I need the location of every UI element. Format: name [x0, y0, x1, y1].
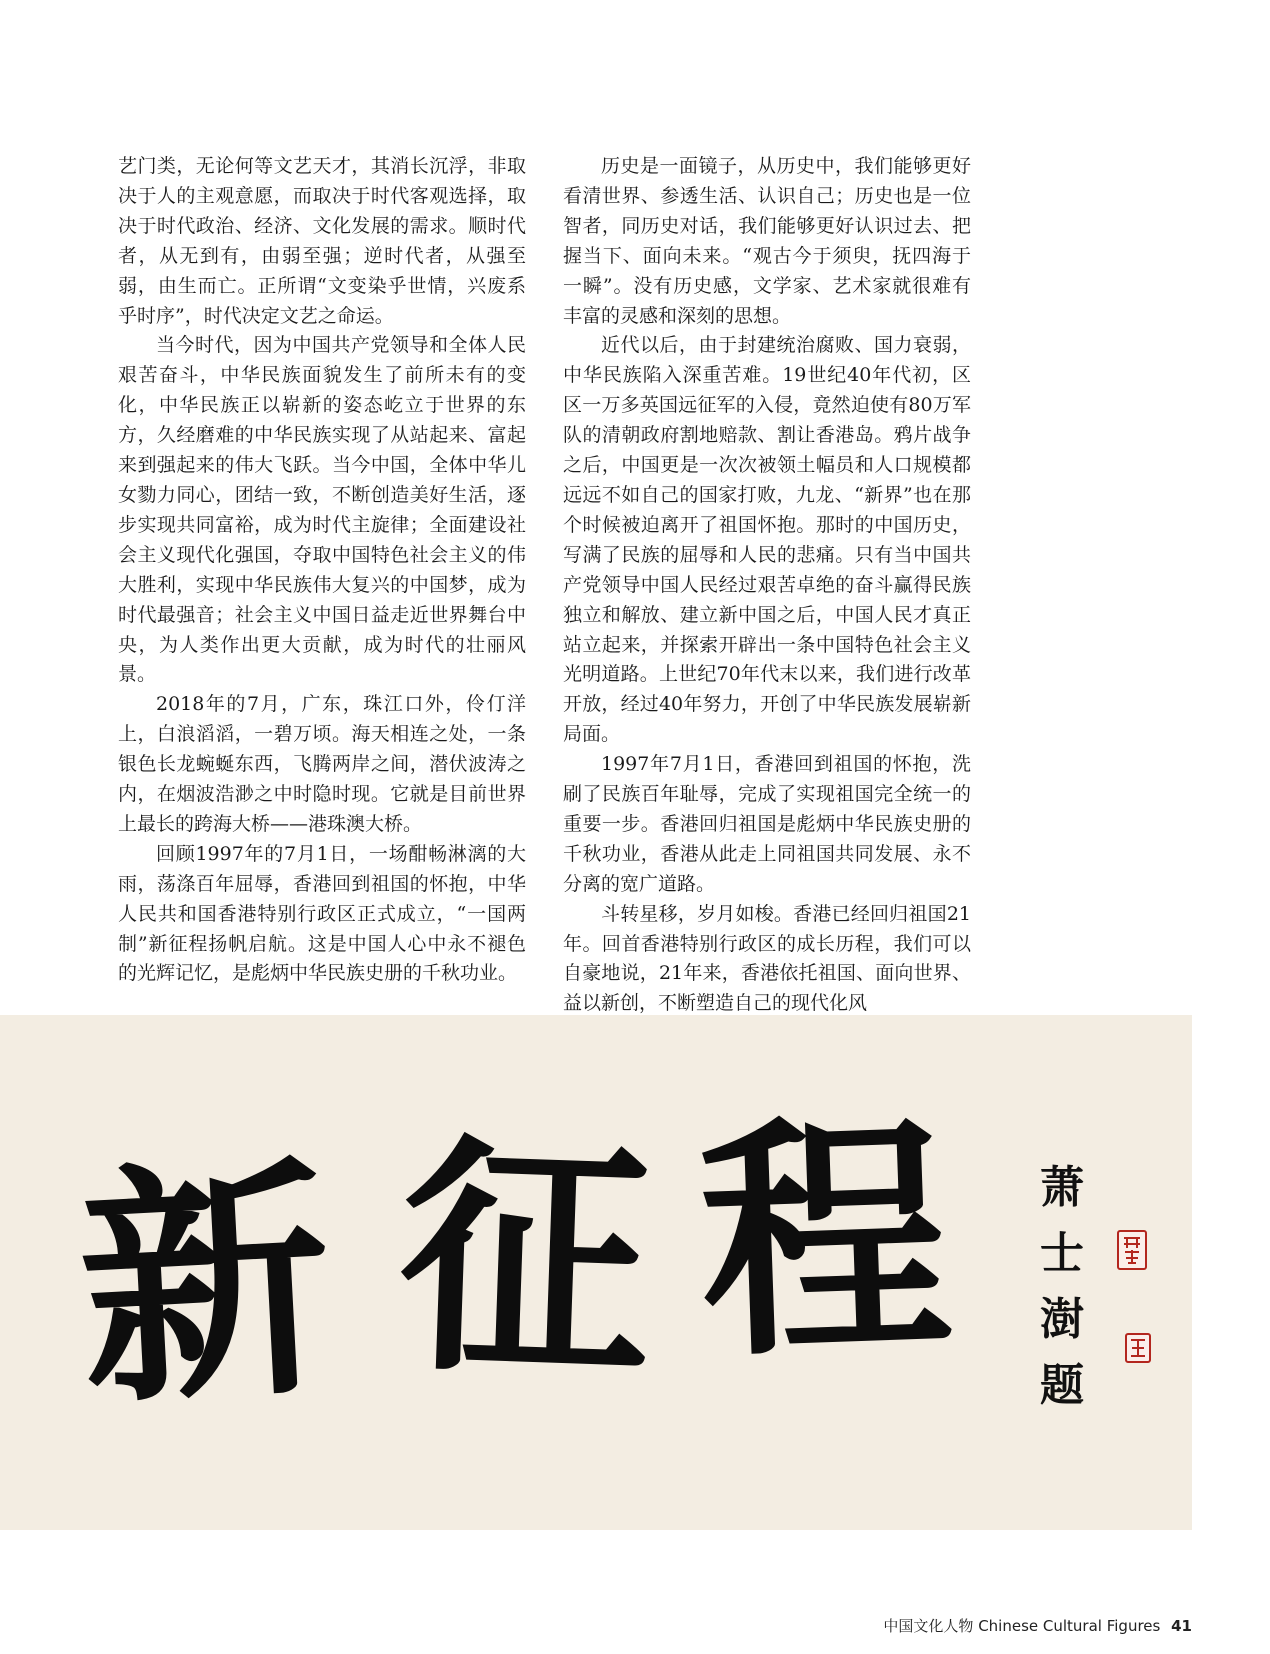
left-text-column — [118, 152, 526, 989]
page-number: 41 — [1171, 1617, 1192, 1635]
signature-char: 萧 — [1040, 1162, 1084, 1213]
red-seal-icon — [1125, 1333, 1151, 1363]
right-text-column — [563, 152, 971, 1019]
paragraph: 近代以后，由于封建统治腐败、国力衰弱，中华民族陷入深重苦难。19世纪40年代初，区区一万多英国远征军的入侵，竟然迫使有80万军队的清朝政府割地赔款、割让香港岛。鸦片战争之后，中国更是一次次被领土幅员和人口规模都远远不如自己的国家打败，九龙、“新界”也在那个时候被迫离开了祖国怀抱。那时的中国历史，写满了民族的屈辱和人民的悲痛。只有当中国共产党领导中国人民经过艰苦卓绝的奋斗赢得民族独立和解放、建立新中国之后，中国人民才真正站立起来，并探索开辟出一条中国特色社会主义光明道路。上世纪70年代末以来，我们进行改革开放，经过40年努力，开创了中华民族发展崭新局面。 — [563, 334, 971, 746]
paragraph: 艺门类，无论何等文艺天才，其消长沉浮，非取决于人的主观意愿，而取决于时代客观选择，取决于时代政治、经济、文化发展的需求。顺时代者，从无到有，由弱至强；逆时代者，从强至弱，由生而亡。正所谓“文变染乎世情，兴废系乎时序”，时代决定文艺之命运。 — [118, 155, 526, 327]
paragraph: 斗转星移，岁月如梭。香港已经回归祖国21年。回首香港特别行政区的成长历程，我们可以自豪地说，21年来，香港依托祖国、面向世界、益以新创，不断塑造自己的现代化风 — [563, 902, 971, 1015]
calligraphy-title — [72, 1088, 980, 1440]
calligraphy-char: 征 — [394, 1108, 656, 1412]
calligraphy-char: 程 — [694, 1088, 956, 1392]
red-seal-icon — [1117, 1230, 1147, 1270]
magazine-name-cn: 中国文化人物 — [883, 1617, 974, 1635]
paragraph: 回顾1997年的7月1日，一场酣畅淋漓的大雨，荡涤百年屈辱，香港回到祖国的怀抱，中华人民共和国香港特别行政区正式成立，“一国两制”新征程扬帆启航。这是中国人心中永不褪色的光辉记忆，是彪炳中华民族史册的千秋功业。 — [118, 842, 526, 985]
calligraphy-char: 新 — [72, 1131, 338, 1439]
signature-char: 士 — [1040, 1228, 1084, 1279]
calligraphy-panel — [0, 1015, 1192, 1530]
paragraph: 历史是一面镜子，从历史中，我们能够更好看清世界、参透生活、认识自己；历史也是一位智者，同历史对话，我们能够更好认识过去、把握当下、面向未来。“观古今于须臾，抚四海于一瞬”。没有历史感，文学家、艺术家就很难有丰富的灵感和深刻的思想。 — [563, 155, 971, 327]
paragraph: 1997年7月1日，香港回到祖国的怀抱，洗刷了民族百年耻辱，完成了实现祖国完全统一的重要一步。香港回归祖国是彪炳中华民族史册的千秋功业，香港从此走上同祖国共同发展、永不分离的宽广道路。 — [563, 753, 971, 895]
paragraph: 当今时代，因为中国共产党领导和全体人民艰苦奋斗，中华民族面貌发生了前所未有的变化，中华民族正以崭新的姿态屹立于世界的东方，久经磨难的中华民族实现了从站起来、富起来到强起来的伟大飞跃。当今中国，全体中华儿女勠力同心，团结一致，不断创造美好生活，逐步实现共同富裕，成为时代主旋律；全面建设社会主义现代化强国，夺取中国特色社会主义的伟大胜利，实现中华民族伟大复兴的中国梦，成为时代最强音；社会主义中国日益走近世界舞台中央，为人类作出更大贡献，成为时代的壮丽风景。 — [118, 334, 526, 686]
calligrapher-signature — [1040, 1155, 1100, 1419]
signature-char: 题 — [1040, 1360, 1084, 1411]
magazine-name-en: Chinese Cultural Figures — [978, 1617, 1161, 1635]
page-footer — [883, 1615, 1192, 1636]
paragraph: 2018年的7月，广东，珠江口外，伶仃洋上，白浪滔滔，一碧万顷。海天相连之处，一条银色长龙蜿蜒东西，飞腾两岸之间，潜伏波涛之内，在烟波浩渺之中时隐时现。它就是目前世界上最长的跨海大桥——港珠澳大桥。 — [118, 693, 526, 835]
signature-char: 澍 — [1040, 1294, 1084, 1345]
